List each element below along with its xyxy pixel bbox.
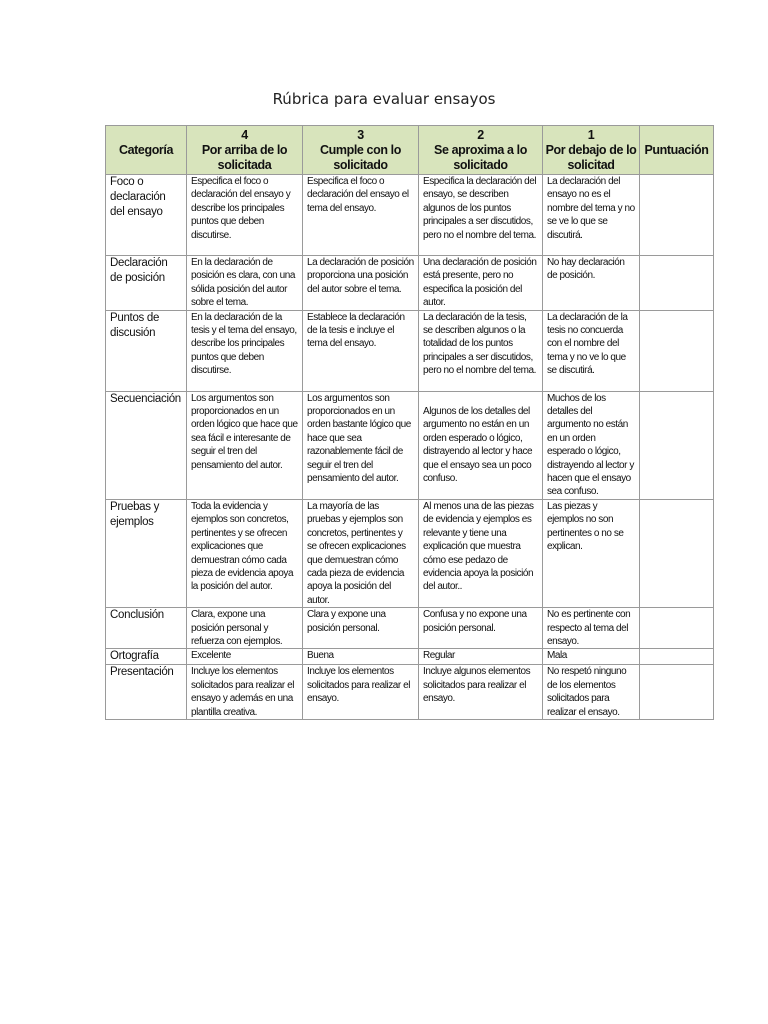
row-category: Secuenciación: [106, 391, 187, 499]
cell-level-2: La declaración de la tesis, se describen algunos o la totalidad de los puntos principales a ser discutidos, pero no el nombre del tema.: [419, 310, 543, 391]
cell-level-2: Una declaración de posición está presente, pero no especifica la posición del autor.: [419, 256, 543, 311]
score-cell[interactable]: [640, 649, 714, 665]
cell-level-4: En la declaración de la tesis y el tema del ensayo, describe los principales puntos que deben discutirse.: [187, 310, 303, 391]
header-level-label: Por arriba de lo solicitada: [201, 142, 288, 172]
score-cell[interactable]: [640, 175, 714, 256]
cell-level-2: Algunos de los detalles del argumento no están en un orden esperado o lógico, distrayendo al lector y hace que el ensayo sea un poco confuso.: [419, 391, 543, 499]
cell-level-2: Regular: [419, 649, 543, 665]
cell-level-1: No hay declaración de posición.: [543, 256, 640, 311]
header-level-1: [543, 126, 640, 175]
header-level-number: 3: [357, 127, 364, 142]
header-score: Puntuación: [640, 126, 714, 175]
table-row: [106, 256, 714, 311]
cell-level-3: Especifica el foco o declaración del ensayo el tema del ensayo.: [303, 175, 419, 256]
header-level-number: 2: [477, 127, 484, 142]
cell-level-4: Clara, expone una posición personal y refuerza con ejemplos.: [187, 608, 303, 649]
score-cell[interactable]: [640, 256, 714, 311]
cell-level-4: Incluye los elementos solicitados para realizar el ensayo y además en una plantilla creativa.: [187, 665, 303, 720]
cell-level-1: Muchos de los detalles del argumento no están en un orden esperado o lógico, distrayendo al lector y hacen que el ensayo sea confuso.: [543, 391, 640, 499]
cell-level-2: Incluye algunos elementos solicitados para realizar el ensayo.: [419, 665, 543, 720]
cell-level-1: Las piezas y ejemplos no son pertinentes o no se explican.: [543, 499, 640, 607]
header-level-label: Cumple con lo solicitado: [320, 142, 401, 172]
table-row: [106, 649, 714, 665]
cell-level-3: Incluye los elementos solicitados para realizar el ensayo.: [303, 665, 419, 720]
score-cell[interactable]: [640, 391, 714, 499]
cell-level-4: En la declaración de posición es clara, con una sólida posición del autor sobre el tema.: [187, 256, 303, 311]
header-level-2: [419, 126, 543, 175]
cell-level-4: Toda la evidencia y ejemplos son concretos, pertinentes y se ofrecen explicaciones que demuestran cómo cada pieza de evidencia apoya la posición del autor.: [187, 499, 303, 607]
cell-level-1: No es pertinente con respecto al tema del ensayo.: [543, 608, 640, 649]
cell-level-4: Los argumentos son proporcionados en un orden lógico que hace que sea fácil e interesante de seguir el tren del pensamiento del autor.: [187, 391, 303, 499]
cell-level-1: La declaración del ensayo no es el nombre del tema y no se ve lo que se discutirá.: [543, 175, 640, 256]
cell-level-4: Especifica el foco o declaración del ensayo y describe los principales puntos que deben discutirse.: [187, 175, 303, 256]
header-level-number: 4: [241, 127, 248, 142]
cell-level-3: Establece la declaración de la tesis e incluye el tema del ensayo.: [303, 310, 419, 391]
header-level-3: [303, 126, 419, 175]
row-category: Ortografía: [106, 649, 187, 665]
header-level-label: Se aproxima a lo solicitado: [434, 142, 527, 172]
cell-level-3: Buena: [303, 649, 419, 665]
rubric-table: [105, 125, 714, 720]
header-level-4: [187, 126, 303, 175]
score-cell[interactable]: [640, 608, 714, 649]
table-row: [106, 665, 714, 720]
page-title: Rúbrica para evaluar ensayos: [272, 90, 496, 108]
cell-level-1: La declaración de la tesis no concuerda con el nombre del tema y no ve lo que se discutirá.: [543, 310, 640, 391]
cell-level-1: No respetó ninguno de los elementos solicitados para realizar el ensayo.: [543, 665, 640, 720]
row-category: Pruebas y ejemplos: [106, 499, 187, 607]
score-cell[interactable]: [640, 665, 714, 720]
cell-level-2: Especifica la declaración del ensayo, se describen algunos de los puntos principales a ser discutidos, pero no el nombre del tema.: [419, 175, 543, 256]
header-category: Categoría: [106, 126, 187, 175]
table-row: [106, 175, 714, 256]
row-category: Declaración de posición: [106, 256, 187, 311]
row-category: Puntos de discusión: [106, 310, 187, 391]
score-cell[interactable]: [640, 310, 714, 391]
cell-level-3: Clara y expone una posición personal.: [303, 608, 419, 649]
header-level-label: Por debajo de lo solicitad: [545, 142, 637, 172]
score-cell[interactable]: [640, 499, 714, 607]
table-row: [106, 499, 714, 607]
row-category: Foco o declaración del ensayo: [106, 175, 187, 256]
cell-level-3: La mayoría de las pruebas y ejemplos son concretos, pertinentes y se ofrecen explicaciones que demuestran cómo cada pieza de evidencia apoya la posición del autor.: [303, 499, 419, 607]
table-row: [106, 391, 714, 499]
cell-level-3: La declaración de posición proporciona una posición del autor sobre el tema.: [303, 256, 419, 311]
header-level-number: 1: [587, 127, 595, 142]
cell-level-4: Excelente: [187, 649, 303, 665]
row-category: Presentación: [106, 665, 187, 720]
cell-level-2: Al menos una de las piezas de evidencia y ejemplos es relevante y tiene una explicación que muestra cómo ese pedazo de evidencia apoya la posición del autor..: [419, 499, 543, 607]
cell-level-3: Los argumentos son proporcionados en un orden bastante lógico que hace que sea razonablemente fácil de seguir el tren del pensamiento del autor.: [303, 391, 419, 499]
cell-level-2: Confusa y no expone una posición personal.: [419, 608, 543, 649]
header-row: [106, 126, 714, 175]
table-row: [106, 310, 714, 391]
cell-level-1: Mala: [543, 649, 640, 665]
row-category: Conclusión: [106, 608, 187, 649]
table-row: [106, 608, 714, 649]
